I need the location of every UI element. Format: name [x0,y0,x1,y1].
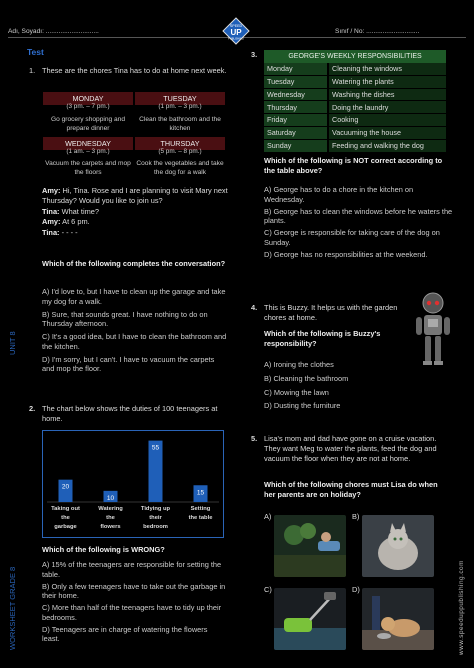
website-label: www.speeduppublishing.com [458,560,465,655]
dialogue-line [42,228,232,238]
answer-option-c[interactable]: C) Mowing the lawn [264,387,329,397]
dialogue-text: At 6 pm. [62,217,90,227]
schedule-time: (3 pm. – 7 pm.) [66,103,110,110]
q5-text: Lisa's mom and dad have gone on a cruise vacation. They want Meg to water the plants, feed the dog and vacuum the floor when they are not at home. [264,434,437,463]
answer-option-b[interactable]: B) Cleaning the bathroom [264,373,349,383]
option-b-photo-cat[interactable] [362,515,434,577]
q4-options [264,360,449,411]
table-row [264,63,446,75]
q5-label-b[interactable]: B) [352,512,360,521]
q3-number: 3. [251,50,258,59]
dialogue-speaker: Amy: [42,186,61,195]
duties-bar-chart [43,431,223,537]
logo-bottom-text: PUBLISHING [228,37,244,41]
schedule-time: (1 am. – 3 pm.) [66,148,110,155]
dialogue-line [42,186,232,206]
q2-options [42,560,227,644]
q5-label-d[interactable]: D) [352,585,360,594]
dialogue-speaker: Tina: [42,206,60,216]
answer-option-d[interactable]: D) George has no responsibilities at the weekend. [264,249,428,259]
answer-option-d[interactable]: D) Dusting the furniture [264,401,341,411]
answer-option-a[interactable]: A) 15% of the teenagers are responsible for setting the table. [42,560,222,579]
q3-question: Which of the following is NOT correct according to the table above? [264,156,443,175]
schedule-day: MONDAY [43,92,133,105]
q4-text: This is Buzzy. It helps us with the garden chores at home. [264,303,398,322]
chart-value-label: 20 [61,483,70,491]
answer-option-b[interactable]: B) Sure, that sounds great. I have nothing to do on Thursday afternoon. [42,309,208,329]
q1-text: These are the chores Tina has to do at home next week. [42,66,227,75]
q5-label-a[interactable]: A) [264,512,272,521]
table-title: GEORGE'S WEEKLY RESPONSIBILITIES [264,50,446,63]
answer-option-c[interactable]: C) George is responsible for taking care of the dog on Sunday. [264,228,440,247]
table-row [264,126,446,139]
table-chore: Watering the plants [328,75,446,88]
dialogue-text: What time? [61,206,99,216]
dialogue-text: - - - - [61,228,78,238]
q5-question: Which of the following chores must Lisa do when her parents are on holiday? [264,480,438,499]
q2-number: 2. [29,404,36,413]
schedule-chore: Clean the bathroom and the kitchen [139,116,221,132]
table-day: Thursday [264,101,328,114]
duties-chart [42,430,224,538]
chart-category-label: Tidying up their bedroom [140,506,171,530]
table-day: Friday [264,114,328,127]
table-chore: Doing the laundry [328,101,446,114]
dialogue-line [42,207,232,217]
side-labels-left [8,140,18,650]
table-row [264,139,446,152]
table-row [264,101,446,114]
answer-option-a[interactable]: A) George has to do a chore in the kitchen on Wednesday. [264,185,414,204]
dialogue-speaker: Tina: [42,228,60,238]
q1-number: 1. [29,66,36,75]
worksheet-label: WORKSHEET GRADE 8 [8,566,17,650]
logo-top-text: SPEED [229,24,243,28]
test-title: Test [27,47,44,57]
dialogue-text: Hi, Tina. Rose and I are planning to visit Mary next Thursday? Would you like to join us? [42,186,228,205]
class-field-label: Sınıf / No: ............................. [335,28,420,35]
option-c-photo-vacuuming[interactable] [274,588,346,650]
chart-category-label: Watering the flowers [98,506,123,530]
schedule-chore: Go grocery shopping and prepare dinner [50,116,126,132]
q1-options [42,287,227,374]
q1-question: Which of the following completes the conversation? [42,259,226,268]
schedule-chore: Cook the vegetables and take the dog for a walk [136,160,224,176]
schedule-day: TUESDAY [135,92,225,105]
answer-option-c[interactable]: C) It's a good idea, but I have to clean the bathroom and the kitchen. [42,332,227,351]
q2-question: Which of the following is WRONG? [42,545,165,554]
q1-dialogue [42,186,232,238]
answer-option-a[interactable]: A) Ironing the clothes [264,360,334,369]
q4-number: 4. [251,303,258,312]
answer-option-c[interactable]: C) More than half of the teenagers have to tidy up their bedrooms. [42,603,222,622]
table-chore: Washing the dishes [328,88,446,101]
table-chore: Vacuuming the house [328,126,446,139]
answer-option-b[interactable]: B) Only a few teenagers have to take out the garbage in their home. [42,581,226,601]
chart-value-label: 10 [106,494,115,502]
logo-mid-text: UP [230,28,242,37]
table-row [264,88,446,101]
table-day: Sunday [264,139,328,152]
q5-label-c[interactable]: C) [264,585,272,594]
table-row [264,75,446,88]
table-chore: Feeding and walking the dog [328,139,446,152]
table-day: Monday [264,63,328,75]
q3-options [264,185,454,259]
q4-question: Which of the following is Buzzy's responsibility? [264,329,381,348]
answer-option-a[interactable]: A) I'd love to, but I have to clean up the garage and take my dog for a walk. [42,287,226,306]
dialogue-speaker: Amy: [42,217,61,227]
table-row [264,114,446,127]
george-responsibilities-table [264,50,446,153]
chart-value-label: 55 [151,444,160,452]
name-field-label: Adı, Soyadı: ............................. [8,28,99,35]
dialogue-line [42,217,232,227]
schedule-day: THURSDAY [135,137,225,150]
schedule-day: WEDNESDAY [43,137,133,150]
chart-value-label: 15 [196,489,205,497]
table-chore: Cleaning the windows [328,63,446,75]
chart-category-label: Taking out the garbage [51,506,80,530]
schedule-time: (5 pm. – 8 pm.) [158,148,202,155]
buzzy-robot-image [412,290,454,368]
option-d-photo-feeding-dog[interactable] [362,588,434,650]
schedule-time: (1 pm. – 3 pm.) [158,103,202,110]
schedule-chore: Vacuum the carpets and mop the floors [45,160,131,176]
answer-option-b[interactable]: B) George has to clean the windows before he waters the plants. [264,206,453,226]
q2-text: The chart below shows the duties of 100 teenagers at home. [42,404,218,423]
option-a-photo-watering-plants[interactable] [274,515,346,577]
answer-option-d[interactable]: D) Teenagers are in charge of watering the flowers least. [42,624,208,644]
unit-label: UNIT 8 [8,331,17,355]
table-day: Saturday [264,126,328,139]
table-chore: Cooking [328,114,446,127]
chart-category-label: Setting the table [188,506,213,521]
table-day: Wednesday [264,88,328,101]
q5-number: 5. [251,434,258,443]
speedup-logo [222,17,250,45]
answer-option-d[interactable]: D) I'm sorry, but I can't. I have to vacuum the carpets and mop the floor. [42,354,215,374]
table-day: Tuesday [264,75,328,88]
